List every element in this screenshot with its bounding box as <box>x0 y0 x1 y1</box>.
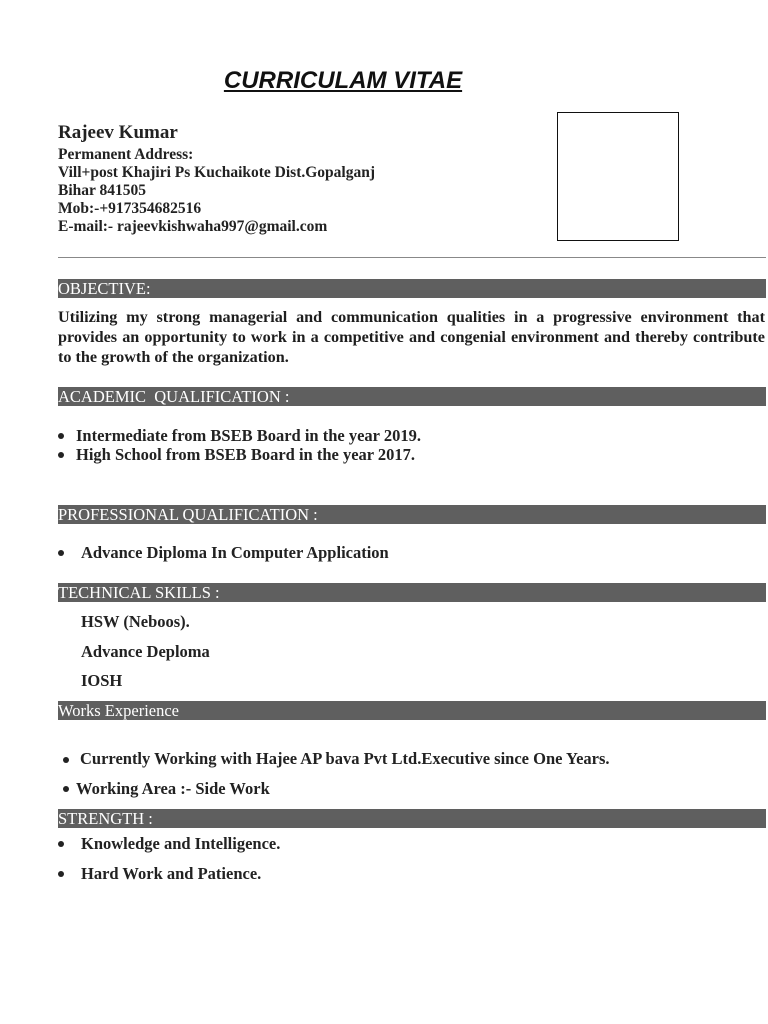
technical-item: HSW (Neboos). <box>81 612 190 631</box>
professional-item: Advance Diploma In Computer Application <box>81 543 389 562</box>
mobile-number: Mob:-+917354682516 <box>58 200 202 217</box>
bullet-icon <box>63 786 69 792</box>
strength-item: Hard Work and Patience. <box>81 864 262 883</box>
technical-heading: TECHNICAL SKILLS : <box>58 583 766 602</box>
experience-item: Currently Working with Hajee AP bava Pvt Ltd.Executive since One Years. <box>80 749 610 768</box>
header-divider <box>58 257 766 258</box>
bullet-icon <box>58 452 64 458</box>
academic-item: High School from BSEB Board in the year 2017. <box>76 445 416 464</box>
technical-item: IOSH <box>81 671 123 690</box>
strength-item: Knowledge and Intelligence. <box>81 834 281 853</box>
address-line-2: Bihar 841505 <box>58 182 146 199</box>
bullet-icon <box>58 433 64 439</box>
professional-heading: PROFESSIONAL QUALIFICATION : <box>58 505 766 524</box>
document-title: CURRICULAM VITAE <box>223 67 463 94</box>
bullet-icon <box>58 841 64 847</box>
address-line-1: Vill+post Khajiri Ps Kuchaikote Dist.Gopalganj <box>58 164 375 181</box>
experience-item: Working Area :- Side Work <box>76 779 270 798</box>
experience-heading: Works Experience <box>58 701 766 720</box>
address-label: Permanent Address: <box>58 146 194 163</box>
academic-item: Intermediate from BSEB Board in the year 2019. <box>76 426 421 445</box>
email-address: E-mail:- rajeevkishwaha997@gmail.com <box>58 218 328 235</box>
technical-item: Advance Deploma <box>81 642 210 661</box>
objective-text: Utilizing my strong managerial and communication qualities in a progressive environment that provides an opportunity to work in a competitive and congenial environment and thereby contribute to the growth of the organization. <box>58 308 765 366</box>
photo-placeholder <box>557 112 679 241</box>
objective-heading: OBJECTIVE: <box>58 279 766 298</box>
bullet-icon <box>58 550 64 556</box>
bullet-icon <box>63 757 69 763</box>
bullet-icon <box>58 871 64 877</box>
academic-heading: ACADEMIC QUALIFICATION : <box>58 387 766 406</box>
candidate-name: Rajeev Kumar <box>58 122 178 143</box>
strength-heading: STRENGTH : <box>58 809 766 828</box>
